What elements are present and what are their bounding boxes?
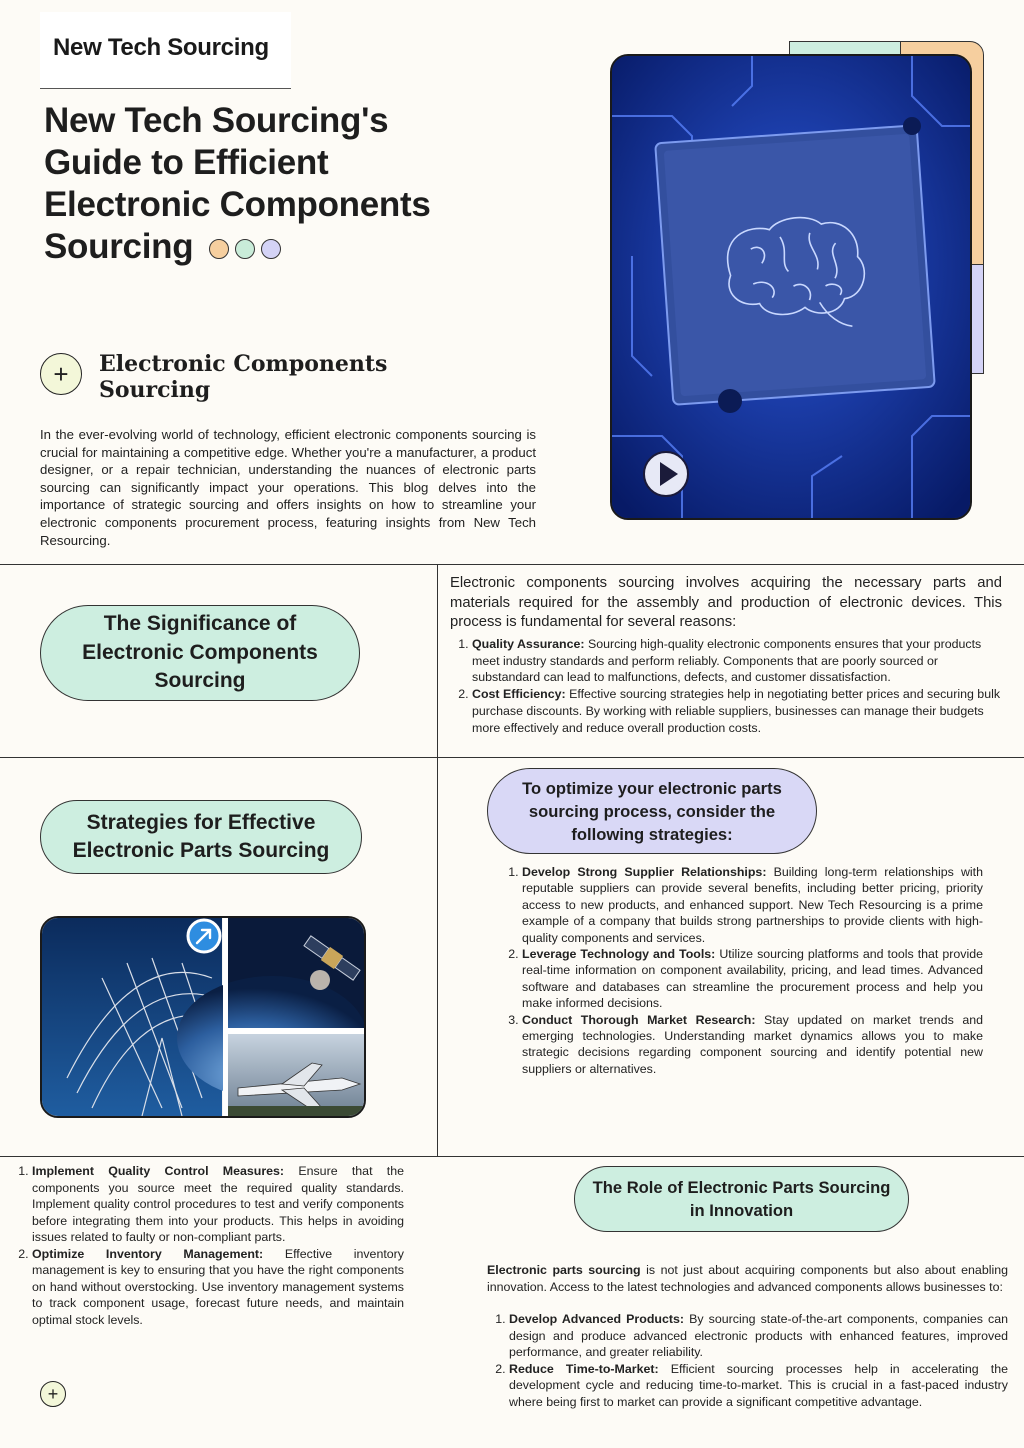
list-item-text: Utilize sourcing platforms and tools that provide real-time information on component availability, pricing, and lead times. Advanced software and databases can streamline the procurement process and help you make informed decisions. — [522, 947, 984, 1011]
innovation-list — [487, 1311, 1008, 1410]
divider-vertical — [437, 564, 438, 1156]
quality-content — [10, 1163, 404, 1328]
list-item-title: Implement Quality Control Measures: — [32, 1164, 285, 1178]
list-item-title: Develop Strong Supplier Relationships: — [522, 865, 767, 879]
divider — [0, 757, 1024, 758]
divider — [0, 1156, 1024, 1157]
divider — [0, 564, 1024, 565]
page-title-text: New Tech Sourcing's Guide to Efficient Electronic Components Sourcing — [44, 101, 431, 266]
intro-paragraph: In the ever-evolving world of technology, efficient electronic components sourcing is crucial for maintaining a competitive edge. Whether you're a manufacturer, a product designer, or a repair technician, understanding the nuances of electronic parts sourcing can significantly impact your operations. This blog delves into the importance of strategic sourcing and offers insights on how to streamline your electronic components procurement process, featuring insights from New Tech Resourcing. — [40, 427, 536, 548]
list-item-text: Effective sourcing strategies help in negotiating better prices and securing bulk purchase discounts. By working with reliable suppliers, businesses can manage their budgets more effectively and reduce overall production costs. — [472, 687, 1001, 735]
list-item — [472, 636, 1002, 686]
list-item-text: Effective inventory management is key to ensuring that you have the right components on hand without overstocking. Use inventory management systems to track component usage, forecast future needs, and maintain optimal stock levels. — [32, 1246, 404, 1327]
optimize-pill: To optimize your electronic parts sourcing process, consider the following strategies: — [487, 768, 817, 854]
list-item — [509, 1361, 1008, 1411]
logo-box — [40, 12, 291, 89]
innovation-pill: The Role of Electronic Parts Sourcing in Innovation — [574, 1166, 909, 1232]
significance-list — [450, 636, 1002, 737]
innovation-lead-bold: Electronic parts sourcing — [487, 1263, 641, 1277]
list-item — [472, 686, 1002, 736]
strategies-pill: Strategies for Effective Electronic Parts Sourcing — [40, 800, 362, 874]
chip-illustration — [612, 56, 970, 518]
list-item-title: Leverage Technology and Tools: — [522, 947, 716, 962]
list-item-text: By sourcing state-of-the-art components, companies can design and produce advanced electronic products with enhanced features, improved performance, and greater reliability. — [509, 1312, 1009, 1359]
list-item-text: Ensure that the components you source meet the required quality standards. Implement quality control procedures to test and verify components before integrating them into your products. This helps in avoiding issues related to faulty or non-compliant parts. — [32, 1164, 404, 1244]
logo-text: New Tech Sourcing — [53, 34, 269, 61]
list-item — [509, 1311, 1008, 1361]
dot-orange-icon — [209, 239, 229, 259]
list-item-title: Cost Efficiency: — [472, 687, 566, 702]
plus-glyph: + — [47, 1384, 59, 1404]
page-title — [44, 100, 484, 268]
list-item — [32, 1163, 404, 1246]
chip-image — [610, 54, 972, 520]
innovation-lead — [487, 1262, 1008, 1295]
list-item-title: Quality Assurance: — [472, 636, 585, 651]
play-button-icon — [644, 452, 688, 496]
innovation-lead-text: is not just about acquiring components but also about enabling innovation. Access to the latest technologies and advanced components allows businesses to: — [487, 1263, 1009, 1294]
list-item — [522, 946, 983, 1012]
list-item-text: Building long-term relationships with reputable suppliers can provide several benefits, including better pricing, priority access to new products, and enhanced support. New Tech Resourcing is a prime example of a company that builds strong partnerships to provide clients with high-quality components and services. — [522, 865, 983, 945]
plus-small-icon[interactable] — [40, 1381, 66, 1407]
strategies-content — [500, 864, 983, 1077]
list-item-title: Reduce Time-to-Market: — [509, 1361, 659, 1376]
dot-mint-icon — [235, 239, 255, 259]
list-item-title: Conduct Thorough Market Research: — [522, 1012, 756, 1027]
list-item-title: Optimize Inventory Management: — [32, 1246, 264, 1261]
dot-lavender-icon — [261, 239, 281, 259]
plus-glyph: + — [53, 359, 69, 389]
collage-illustration — [42, 918, 364, 1116]
list-item-text: Stay updated on market trends and emerging technologies. Understanding market dynamics allows you to make strategic decisions regarding component sourcing and identify potential new suppliers or alternatives. — [522, 1012, 983, 1076]
significance-pill: The Significance of Electronic Components Sourcing — [40, 605, 360, 701]
list-item — [32, 1246, 404, 1329]
list-item-text: Sourcing high-quality electronic components ensures that your products meet industry standards and perform reliably. Components that are poorly sourced or substandard can lead to malfunctions, defects, and customer dissatisfaction. — [472, 636, 982, 685]
strategies-list — [500, 864, 983, 1077]
external-link-icon — [188, 920, 220, 952]
quality-list — [10, 1163, 404, 1328]
collage-image — [40, 916, 366, 1118]
significance-content — [450, 574, 1002, 737]
plus-icon[interactable] — [40, 353, 82, 395]
list-item — [522, 864, 983, 946]
list-item — [522, 1012, 983, 1078]
significance-lead: Electronic components sourcing involves acquiring the necessary parts and materials required for the assembly and production of electronic devices. This process is fundamental for several reasons: — [450, 575, 1002, 631]
intro-heading: Electronic Components Sourcing — [99, 351, 388, 403]
innovation-content — [487, 1262, 1008, 1410]
list-item-title: Develop Advanced Products: — [509, 1312, 684, 1326]
list-item-text: Efficient sourcing processes help in accelerating the development cycle and reducing time-to-market. This is crucial in a fast-paced industry where being first to market can provide a significant competitive advantage. — [509, 1361, 1008, 1409]
